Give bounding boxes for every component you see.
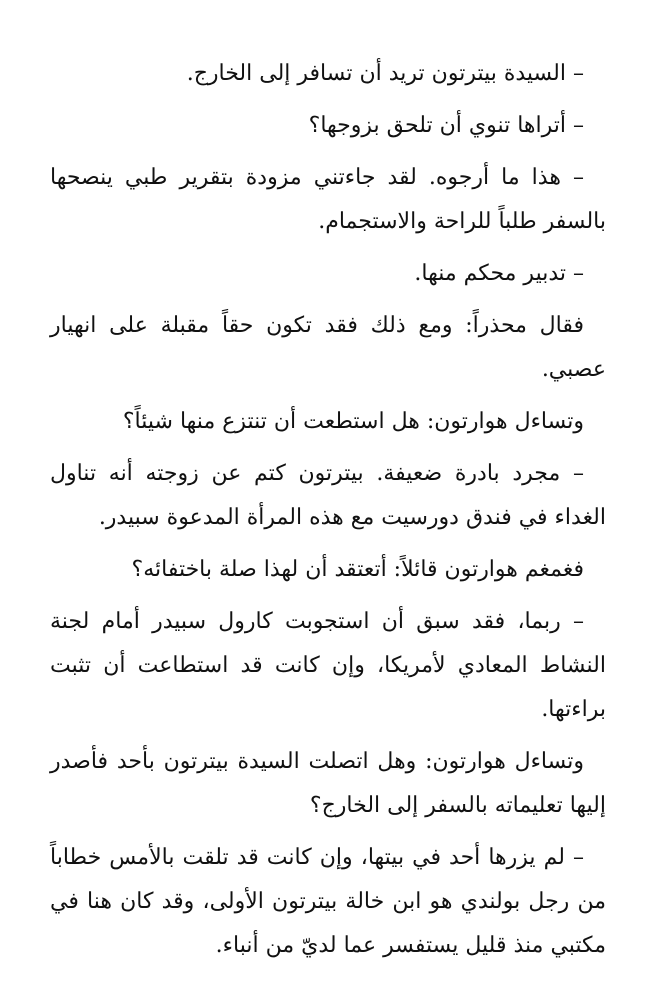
paragraph-3: – هذا ما أرجوه. لقد جاءتني مزودة بتقرير طبي ينصحها بالسفر طلباً للراحة والاستجمام. — [50, 165, 606, 234]
paragraph-5: فقال محذراً: ومع ذلك فقد تكون حقاً مقبلة على انهيار عصبي. — [50, 313, 606, 382]
paragraph-2: – أتراها تنوي أن تلحق بزوجها؟ — [308, 113, 584, 138]
paragraph-8: فغمغم هوارتون قائلاً: أتعتقد أن لهذا صلة باختفائه؟ — [131, 557, 584, 582]
paragraph-1: – السيدة بيترتون تريد أن تسافر إلى الخارج. — [186, 61, 584, 86]
paragraph-7: – مجرد بادرة ضعيفة. بيترتون كتم عن زوجته أنه تناول الغداء في فندق دورسيت مع هذه المرأة المدعوة سبيدر. — [50, 461, 606, 530]
paragraph-10: وتساءل هوارتون: وهل اتصلت السيدة بيترتون بأحد فأصدر إليها تعليماته بالسفر إلى الخارج؟ — [50, 749, 606, 818]
document-page — [50, 52, 606, 976]
paragraph-6: وتساءل هوارتون: هل استطعت أن تنتزع منها شيئاً؟ — [122, 409, 584, 434]
paragraph-9: – ربما، فقد سبق أن استجوبت كارول سبيدر أمام لجنة النشاط المعادي لأمريكا، وإن كانت قد استطاعت أن تثبت براءتها. — [50, 609, 606, 722]
paragraph-4: – تدبير محكم منها. — [414, 261, 584, 286]
paragraph-11: – لم يزرها أحد في بيتها، وإن كانت قد تلقت بالأمس خطاباً من رجل بولندي هو ابن خالة بيترتون الأولى، وقد كان هنا في مكتبي منذ قليل يستفسر عما لديّ من أنباء. — [50, 845, 606, 958]
